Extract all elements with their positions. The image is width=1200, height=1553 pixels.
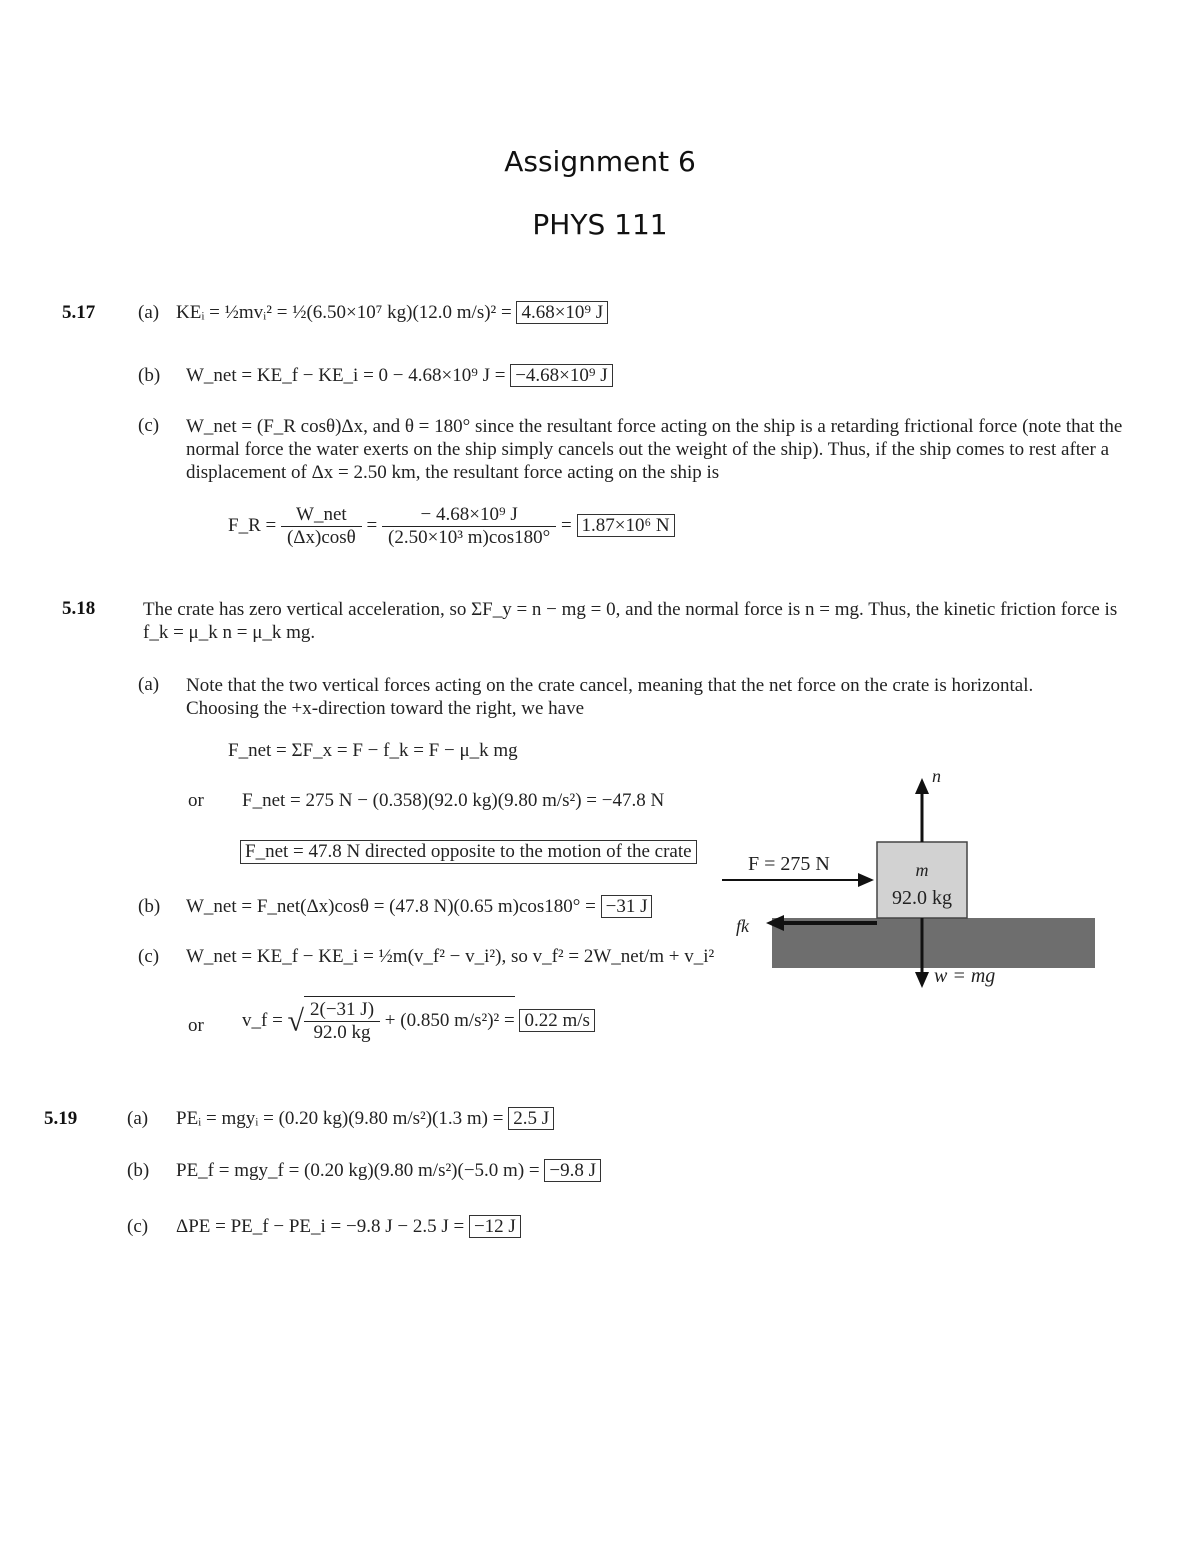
free-body-diagram xyxy=(720,760,1120,1000)
part-label-519a: (a) xyxy=(127,1108,149,1129)
applied-force-label: F = 275 N xyxy=(748,853,830,875)
fraction-numerator: 2(−31 J) xyxy=(304,999,380,1022)
sqrt-radicand xyxy=(304,996,515,1044)
ground-surface xyxy=(772,918,1095,968)
fraction-denominator: 92.0 kg xyxy=(313,1022,371,1043)
answer-box-518a: F_net = 47.8 N directed opposite to the motion of the crate xyxy=(240,840,697,864)
fraction-numerator: − 4.68×10⁹ J xyxy=(382,504,556,527)
fraction-denominator: (2.50×10³ m)cos180° xyxy=(388,527,551,548)
normal-force-arrowhead xyxy=(915,778,929,794)
mass-value-label: 92.0 kg xyxy=(892,887,952,909)
equation-text: W_net = F_net(Δx)cosθ = (47.8 N)(0.65 m)cos180° = xyxy=(186,896,596,917)
course-code: PHYS 111 xyxy=(532,208,668,241)
paragraph-517c: W_net = (F_R cosθ)Δx, and θ = 180° since the resultant force acting on the ship is a retarding frictional force (note that the normal force the water exerts on the ship simply cancels out the weight of the ship). Thus, if the ship comes to rest after a displacement of Δx = 2.50 km, the resultant force acting on the ship is xyxy=(186,416,1123,483)
part-label-518b: (b) xyxy=(138,896,161,917)
equation-text: PE_f = mgy_f = (0.20 kg)(9.80 m/s²)(−5.0 m) = xyxy=(176,1160,540,1181)
fraction-denominator: (Δx)cosθ xyxy=(286,527,356,548)
problem-number-5-18: 5.18 xyxy=(62,598,96,619)
part-label-517b: (b) xyxy=(138,365,161,386)
part-label-519c: (c) xyxy=(127,1216,149,1237)
paragraph-518-intro: The crate has zero vertical acceleration, so ΣF_y = n − mg = 0, and the normal force is n = mg. Thus, the kinetic friction force is f_k = μ_k n = μ_k mg. xyxy=(143,599,1118,643)
equation-text: KEᵢ = ½mvᵢ² = ½(6.50×10⁷ kg)(12.0 m/s)² = xyxy=(176,302,512,323)
answer-box-519c: −12 J xyxy=(469,1215,521,1238)
equation-519a xyxy=(176,1108,554,1130)
answer-box-517a: 4.68×10⁹ J xyxy=(516,301,608,324)
weight-label: w = mg xyxy=(934,965,996,987)
radicand-rest: + (0.850 m/s²)² = xyxy=(384,1009,515,1031)
fraction-work-over-mass xyxy=(304,999,380,1044)
assignment-title: Assignment 6 xyxy=(504,145,696,178)
applied-force-arrowhead xyxy=(858,873,874,887)
part-label-517c: (c) xyxy=(138,415,160,436)
equation-519c xyxy=(176,1216,521,1238)
equation-text: PEᵢ = mgyᵢ = (0.20 kg)(9.80 m/s²)(1.3 m) = xyxy=(176,1108,504,1129)
fraction-work-over-cos xyxy=(281,504,362,549)
problem-number-5-17: 5.17 xyxy=(62,302,96,323)
equation-518a-numeric: F_net = 275 N − (0.358)(92.0 kg)(9.80 m/s²) = −47.8 N xyxy=(242,790,665,811)
answer-box-518b: −31 J xyxy=(601,895,653,918)
equals-sign: = xyxy=(561,514,572,536)
equation-517c-result xyxy=(228,504,675,549)
answer-box-519a: 2.5 J xyxy=(508,1107,554,1130)
part-label-518a: (a) xyxy=(138,674,160,695)
part-label-519b: (b) xyxy=(127,1160,150,1181)
equation-518c: W_net = KE_f − KE_i = ½m(v_f² − v_i²), so v_f² = 2W_net/m + v_i² xyxy=(186,946,715,967)
equation-518a-net-force: F_net = ΣF_x = F − f_k = F − μ_k mg xyxy=(228,740,518,761)
answer-box-518c: 0.22 m/s xyxy=(519,1009,594,1032)
fraction-numeric xyxy=(382,504,556,549)
equation-lhs: F_R = xyxy=(228,514,277,536)
equation-text: ΔPE = PE_f − PE_i = −9.8 J − 2.5 J = xyxy=(176,1216,465,1237)
equation-518c-final xyxy=(242,996,595,1044)
equals-sign: = xyxy=(366,514,378,536)
or-label-1: or xyxy=(188,790,204,811)
problem-number-5-19: 5.19 xyxy=(44,1108,78,1129)
paragraph-518a: Note that the two vertical forces acting on the crate cancel, meaning that the net force on the crate is horizontal. Choosing the +x-direction toward the right, we have xyxy=(186,675,1034,719)
equation-lhs: v_f = xyxy=(242,1009,283,1031)
equation-517a xyxy=(176,302,608,324)
sqrt-symbol: √ xyxy=(287,1004,305,1038)
or-label-2: or xyxy=(188,1015,204,1036)
equation-518b xyxy=(186,896,652,918)
weight-arrowhead xyxy=(915,972,929,988)
friction-force-label: fk xyxy=(736,916,749,936)
answer-box-517b: −4.68×10⁹ J xyxy=(510,364,612,387)
answer-box-517c: 1.87×10⁶ N xyxy=(577,514,675,537)
mass-symbol-label: m xyxy=(915,860,929,880)
part-label-518c: (c) xyxy=(138,946,160,967)
part-label-517a: (a) xyxy=(138,302,160,323)
equation-text: W_net = KE_f − KE_i = 0 − 4.68×10⁹ J = xyxy=(186,365,506,386)
equation-519b xyxy=(176,1160,601,1182)
fraction-numerator: W_net xyxy=(281,504,362,527)
equation-517b xyxy=(186,365,613,387)
normal-force-label: n xyxy=(932,766,941,786)
answer-box-519b: −9.8 J xyxy=(544,1159,601,1182)
